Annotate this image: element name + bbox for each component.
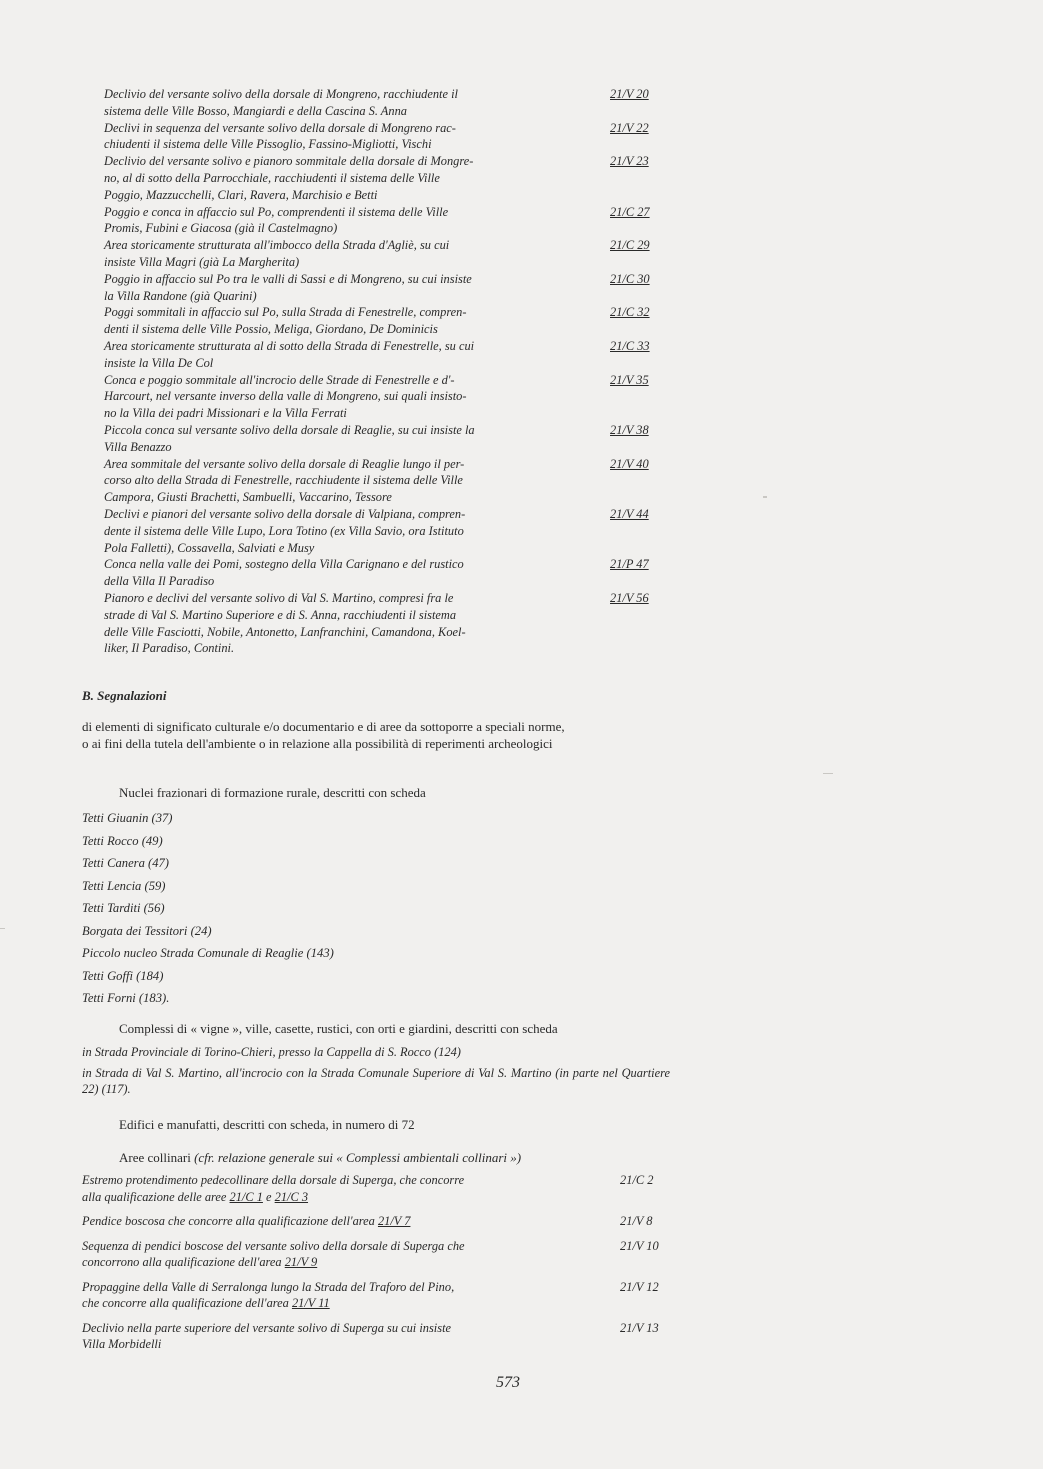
- aree-desc-line: [82, 1254, 587, 1271]
- aree-collinari-heading: [119, 1150, 521, 1166]
- area-row: [104, 237, 668, 271]
- section-title: B. Segnalazioni: [82, 688, 167, 703]
- area-description: [104, 456, 582, 506]
- aree-ref: 21/C 1: [229, 1189, 263, 1204]
- aree-desc-line: [82, 1279, 587, 1296]
- area-code: 21/V 22: [610, 120, 649, 135]
- section-intro: [82, 718, 672, 752]
- area-desc-line: Poggio, Mazzucchelli, Clari, Ravera, Marchisio e Betti: [104, 187, 378, 202]
- area-desc-line: Declivi e pianori del versante solivo della dorsale di Valpiana, compren-: [104, 506, 466, 521]
- intro-line: o ai fini della tutela dell'ambiente o in relazione alla possibilità di reperimenti archeologici: [82, 736, 553, 751]
- nucleo-item: Tetti Forni (183).: [82, 991, 170, 1005]
- area-description: [104, 372, 582, 422]
- scan-speck: [823, 773, 833, 774]
- area-row: [104, 556, 668, 590]
- area-desc-line: Promis, Fubini e Giacosa (già il Castelmagno): [104, 221, 338, 236]
- area-desc-line: Area storicamente strutturata al di sotto della Strada di Fenestrelle, su cui: [104, 338, 475, 353]
- area-code: 21/P 47: [610, 557, 649, 572]
- area-desc-line: no, al di sotto della Parrocchiale, racchiudenti il sistema delle Ville: [104, 170, 440, 185]
- nuclei-heading: Nuclei frazionari di formazione rurale, descritti con scheda: [119, 785, 426, 800]
- area-code: 21/C 33: [610, 338, 650, 353]
- area-code: 21/C 30: [610, 271, 650, 286]
- aree-desc-line: [82, 1189, 587, 1206]
- aree-desc-line: [82, 1320, 587, 1337]
- aree-row: [82, 1172, 670, 1205]
- area-row: [104, 338, 668, 372]
- area-desc-line: chiudenti il sistema delle Ville Pissoglio, Fassino-Migliotti, Vischi: [104, 137, 432, 152]
- aree-desc-text: Estremo protendimento pedecollinare della dorsale di Superga, che concorre: [82, 1173, 465, 1187]
- area-description: [104, 120, 582, 154]
- complessi-heading: Complessi di « vigne », ville, casette, rustici, con orti e giardini, descritti con scheda: [119, 1021, 558, 1036]
- area-desc-line: insiste Villa Magri (già La Margherita): [104, 254, 300, 269]
- nucleo-item: Piccolo nucleo Strada Comunale di Reaglie (143): [82, 946, 334, 960]
- nucleo-item: Tetti Giuanin (37): [82, 811, 173, 825]
- page-number: 573: [496, 1374, 520, 1391]
- aree-desc-text: che concorre alla qualificazione dell'area: [82, 1296, 289, 1310]
- area-desc-line: Conca nella valle dei Pomi, sostegno della Villa Carignano e del rustico: [104, 557, 464, 572]
- area-description: [104, 153, 582, 203]
- nucleo-item: Tetti Canera (47): [82, 856, 169, 870]
- area-description: [104, 204, 582, 238]
- aree-ref: 21/C 3: [274, 1189, 309, 1204]
- aree-desc-line: [82, 1238, 587, 1255]
- aree-desc-line: [82, 1295, 587, 1312]
- aree-row: [82, 1238, 670, 1271]
- area-desc-line: della Villa Il Paradiso: [104, 574, 215, 589]
- area-row: [104, 456, 668, 506]
- area-description: [104, 237, 582, 271]
- area-desc-line: dente il sistema delle Ville Lupo, Lora Totino (ex Villa Savio, ora Istituto: [104, 523, 464, 538]
- aree-desc-text: Pendice boscosa che concorre alla qualificazione dell'area: [82, 1214, 375, 1228]
- aree-desc-line: [82, 1213, 587, 1230]
- nuclei-list: [82, 807, 334, 1010]
- complesso-item: in Strada Provinciale di Torino-Chieri, presso la Cappella di S. Rocco (124): [82, 1045, 461, 1059]
- area-desc-line: sistema delle Ville Bosso, Mangiardi e della Cascina S. Anna: [104, 103, 407, 118]
- aree-description: [82, 1213, 587, 1230]
- area-description: [104, 86, 582, 120]
- area-desc-line: Conca e poggio sommitale all'incrocio delle Strade di Fenestrelle e d'-: [104, 372, 455, 387]
- aree-desc-line: [82, 1172, 587, 1189]
- area-row: [104, 271, 668, 305]
- nucleo-item: Tetti Tarditi (56): [82, 901, 165, 915]
- area-code: 21/V 35: [610, 372, 649, 387]
- area-desc-line: Declivio del versante solivo della dorsale di Mongreno, racchiudente il: [104, 87, 458, 101]
- area-desc-line: Piccola conca sul versante solivo della dorsale di Reaglie, su cui insiste la: [104, 422, 475, 437]
- area-desc-line: Poggio in affaccio sul Po tra le valli di Sassi e di Mongreno, su cui insiste: [104, 271, 472, 286]
- area-desc-line: delle Ville Fasciotti, Nobile, Antonetto, Lanfranchini, Camandona, Koel-: [104, 624, 466, 639]
- area-desc-line: strade di Val S. Martino Superiore e di S. Anna, racchiudenti il sistema: [104, 607, 457, 622]
- area-desc-line: liker, Il Paradiso, Contini.: [104, 641, 235, 656]
- aree-ref: 21/V 7: [377, 1214, 411, 1228]
- aree-description: [82, 1172, 587, 1205]
- area-row: [104, 506, 668, 556]
- aree-code: 21/V 10: [620, 1238, 659, 1253]
- aree-desc-text: Sequenza di pendici boscose del versante solivo della dorsale di Superga che: [82, 1238, 465, 1253]
- area-code: 21/V 20: [610, 87, 649, 101]
- area-desc-line: insiste la Villa De Col: [104, 355, 214, 370]
- aree-desc-text: concorrono alla qualificazione dell'area: [82, 1255, 282, 1269]
- area-row: [104, 372, 668, 422]
- area-desc-line: Declivio del versante solivo e pianoro sommitale della dorsale di Mongre-: [104, 154, 474, 169]
- scan-speck: [763, 496, 767, 498]
- area-row: [104, 304, 668, 338]
- area-description: [104, 506, 582, 556]
- aree-heading-italic: (cfr. relazione generale sui « Complessi ambientali collinari »): [194, 1150, 522, 1165]
- area-code: 21/C 27: [610, 204, 650, 219]
- scan-speck: [0, 928, 5, 929]
- area-row: [104, 422, 668, 456]
- area-desc-line: Villa Benazzo: [104, 439, 172, 454]
- area-row: [104, 204, 668, 238]
- nucleo-item: Tetti Rocco (49): [82, 833, 163, 848]
- area-desc-line: Area sommitale del versante solivo della dorsale di Reaglie lungo il per-: [104, 456, 465, 471]
- area-desc-line: Poggi sommitali in affaccio sul Po, sulla Strada di Fenestrelle, compren-: [104, 305, 467, 320]
- area-desc-line: Harcourt, nel versante inverso della valle di Mongreno, sui quali insisto-: [104, 389, 467, 404]
- area-code: 21/C 29: [610, 238, 650, 253]
- aree-description: [82, 1238, 587, 1271]
- area-desc-line: Declivi in sequenza del versante solivo della dorsale di Mongreno rac-: [104, 120, 456, 135]
- area-code: 21/V 44: [610, 506, 649, 521]
- area-code: 21/V 23: [610, 154, 649, 169]
- area-code: 21/V 56: [610, 590, 649, 605]
- aree-code: 21/V 12: [620, 1279, 659, 1294]
- area-row: [104, 120, 668, 154]
- aree-row: [82, 1279, 670, 1312]
- nucleo-item: Tetti Goffi (184): [82, 968, 164, 983]
- area-desc-line: Pola Falletti), Cossavella, Salviati e Musy: [104, 540, 315, 555]
- aree-code: 21/C 2: [620, 1173, 654, 1187]
- intro-line: di elementi di significato culturale e/o documentario e di aree da sottoporre a speciali norme,: [82, 719, 565, 734]
- area-desc-line: no la Villa dei padri Missionari e la Villa Ferrati: [104, 406, 347, 421]
- area-desc-line: denti il sistema delle Ville Possio, Meliga, Giordano, De Dominicis: [104, 322, 438, 337]
- edifici-heading: Edifici e manufatti, descritti con scheda, in numero di 72: [119, 1117, 415, 1132]
- area-description: [104, 590, 582, 657]
- aree-desc-text: Villa Morbidelli: [82, 1337, 162, 1351]
- area-description: [104, 556, 582, 590]
- nucleo-item: Tetti Lencia (59): [82, 878, 166, 893]
- aree-row: [82, 1320, 670, 1353]
- area-desc-line: Pianoro e declivi del versante solivo di Val S. Martino, compresi fra le: [104, 590, 454, 605]
- aree-row: [82, 1213, 670, 1230]
- complesso-item: in Strada di Val S. Martino, all'incrocio con la Strada Comunale Superiore di Val S. Martino (in parte nel Quartiere 22) (117).: [82, 1065, 670, 1096]
- areas-list: [104, 86, 668, 657]
- aree-description: [82, 1279, 587, 1312]
- area-code: 21/V 38: [610, 422, 649, 437]
- area-desc-line: la Villa Randone (già Quarini): [104, 288, 257, 303]
- area-description: [104, 422, 582, 456]
- area-row: [104, 86, 668, 120]
- nucleo-item: Borgata dei Tessitori (24): [82, 923, 212, 938]
- aree-ref-joiner: e: [266, 1189, 272, 1204]
- area-desc-line: Area storicamente strutturata all'imbocco della Strada d'Agliè, su cui: [104, 238, 450, 253]
- aree-desc-text: Propaggine della Valle di Serralonga lungo la Strada del Traforo del Pino,: [82, 1279, 455, 1294]
- aree-heading-plain: Aree collinari: [119, 1150, 191, 1165]
- aree-code: 21/V 8: [620, 1214, 653, 1228]
- area-description: [104, 304, 582, 338]
- aree-description: [82, 1320, 587, 1353]
- aree-code: 21/V 13: [620, 1320, 659, 1335]
- aree-ref: 21/V 11: [291, 1296, 330, 1310]
- area-desc-line: Poggio e conca in affaccio sul Po, comprendenti il sistema delle Ville: [104, 204, 449, 219]
- area-row: [104, 153, 668, 203]
- aree-ref: 21/V 9: [284, 1255, 318, 1269]
- area-description: [104, 271, 582, 305]
- area-code: 21/V 40: [610, 456, 649, 471]
- area-desc-line: Campora, Giusti Brachetti, Sambuelli, Vaccarino, Tessore: [104, 490, 392, 505]
- aree-desc-text: Declivio nella parte superiore del versante solivo di Superga su cui insiste: [82, 1320, 452, 1335]
- area-row: [104, 590, 668, 657]
- aree-collinari-list: [82, 1172, 670, 1361]
- area-description: [104, 338, 582, 372]
- aree-desc-line: [82, 1336, 587, 1353]
- aree-desc-text: alla qualificazione delle aree: [82, 1189, 227, 1204]
- complessi-list: [82, 1044, 670, 1102]
- area-desc-line: corso alto della Strada di Fenestrelle, racchiudente il sistema delle Ville: [104, 473, 463, 488]
- area-code: 21/C 32: [610, 305, 650, 320]
